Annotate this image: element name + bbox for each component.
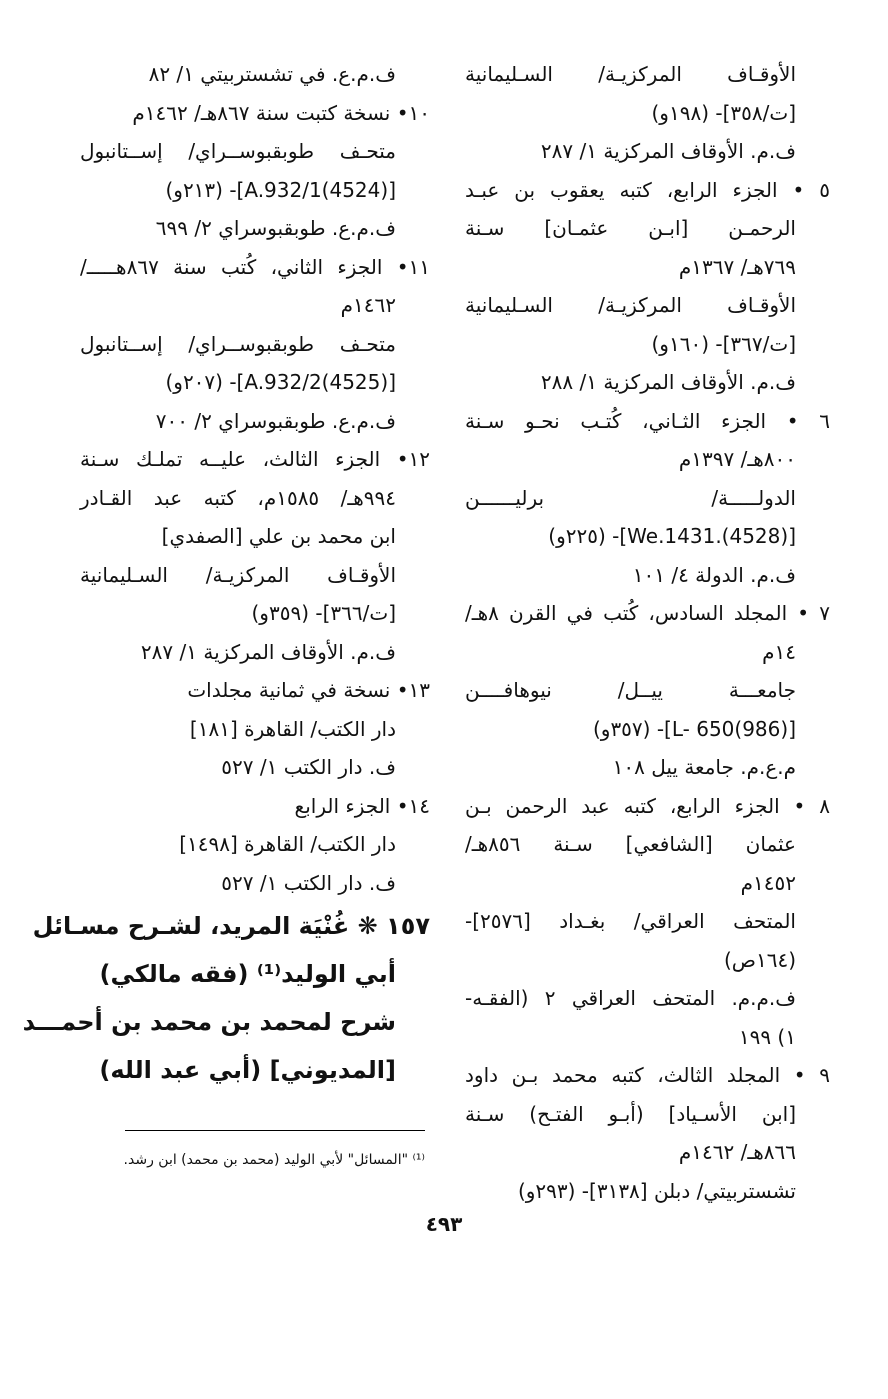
text-line: [ابن الأسـياد] (أبـو الفتـح) سـنة (465, 1101, 796, 1126)
text-line: ١٠• نسخة كتبت سنة ٨٦٧هـ/ ١٤٦٢م (132, 100, 430, 125)
text-line: ١١• الجزء الثاني، كُتب سنة ٨٦٧هـــــ/ (80, 254, 430, 279)
left-column (22, 55, 430, 1094)
right-column (465, 55, 830, 1210)
text-line: ١٤• الجزء الرابع (294, 793, 430, 818)
text-line: الأوقـاف المركزيـة/ السـليمانية (80, 562, 396, 587)
text-line: [We.1431.(4528)]- (٢٢٥و) (548, 524, 796, 548)
text-line: ٥ • الجزء الرابع، كتبه يعقوب بن عبـد (465, 177, 830, 202)
text-line: [ت/٣٦٦]- (٣٥٩و) (251, 601, 396, 625)
text-line: م.ع.م. جامعة ييل ١٠٨ (612, 755, 796, 779)
text-line: ٨ • الجزء الرابع، كتبه عبد الرحمن بـن (465, 793, 830, 818)
text-line: المتحف العراقي/ بغـداد [٢٥٧٦]- (465, 909, 796, 933)
text-line: ١٤٥٢م (740, 870, 796, 895)
text-line: دار الكتب/ القاهرة [١٤٩٨] (179, 832, 396, 856)
footnote: ⁽¹⁾ "المسائل" لأبي الوليد (محمد بن محمد) ابن رشد. (123, 1152, 425, 1168)
text-line: [L- 650(986)]- (٣٥٧و) (592, 716, 796, 741)
text-line: تشستربيتي/ دبلن [٣١٣٨]- (٢٩٣و) (517, 1178, 796, 1203)
text-line: [ت/٣٥٨]- (١٩٨و) (651, 100, 796, 125)
title-line: شرح لمحمد بن محمد بن أحمـــد (22, 1008, 396, 1036)
text-line: ف.م.م. المتحف العراقي ٢ (الفقـه- (465, 986, 797, 1010)
text-line: ٩٩٤هـ/ ١٥٨٥م، كتبه عبد القـادر (80, 485, 396, 510)
text-line: الأوقـاف المركزيـة/ السـليمانية (465, 62, 796, 86)
text-line: ابن محمد بن علي [الصفدي] (161, 524, 396, 548)
text-line: ٦ • الجزء الثـاني، كُتـب نحـو سـنة (465, 408, 830, 433)
text-line: ف.م.ع. في تشستربيتي ١/ ٨٢ (148, 62, 396, 86)
text-line: ١٣• نسخة في ثمانية مجلدات (187, 678, 430, 702)
text-line: عثمان [الشافعي] سـنة ٨٥٦هـ/ (465, 832, 796, 856)
page-number: ٤٩٣ (425, 1212, 463, 1236)
title-line: أبي الوليد⁽¹⁾ (فقه مالكي) (99, 960, 396, 988)
text-line: (١٦٤ص) (723, 947, 796, 972)
text-line: ٧٦٩هـ/ ١٣٦٧م (678, 254, 796, 279)
title-line: [المديوني] (أبي عبد الله) (99, 1056, 396, 1084)
text-line: ف.م. الأوقاف المركزية ١/ ٢٨٧ (540, 139, 796, 163)
text-line: جامعـــة ييــل/ نيوهافــــن (465, 678, 796, 702)
text-line: [A.932/2(4525)]- (٢٠٧و) (165, 370, 396, 394)
text-line: ٨٦٦هـ/ ١٤٦٢م (678, 1140, 796, 1164)
text-line: الأوقـاف المركزيـة/ السـليمانية (465, 293, 796, 317)
text-line: ٧ • المجلد السادس، كُتب في القرن ٨هـ/ (465, 601, 830, 625)
title-line: ١٥٧ ❋ غُنْيَة المريد، لشـرح مسـائل (32, 912, 430, 940)
text-line: ف.م. الدولة ٤/ ١٠١ (632, 562, 796, 587)
text-line: الدولـــــة/ برليــــــن (465, 485, 796, 510)
text-line: [ت/٣٦٧]- (١٦٠و) (651, 331, 796, 356)
text-line: ١٤٦٢م (340, 293, 396, 317)
text-line: ف.م.ع. طوبقبوسراي ٢/ ٦٩٩ (155, 216, 396, 240)
text-line: متحـف طوبقبوســراي/ إســتانبول (80, 331, 396, 356)
text-line: ٨٠٠هـ/ ١٣٩٧م (678, 447, 796, 471)
text-line: ف.م. الأوقاف المركزية ١/ ٢٨٨ (540, 370, 796, 394)
text-line: ف.م.ع. طوبقبوسراي ٢/ ٧٠٠ (155, 408, 396, 433)
text-line: متحـف طوبقبوســراي/ إســتانبول (80, 139, 396, 163)
text-line: ١٢• الجزء الثالث، عليــه تملـك سـنة (80, 447, 430, 471)
text-line: ف. دار الكتب ١/ ٥٢٧ (221, 755, 396, 779)
text-line: [A.932/1(4524)]- (٢١٣و) (165, 177, 396, 202)
text-line: ٩ • المجلد الثالث، كتبه محمد بـن داود (465, 1063, 830, 1087)
text-line: ف.م. الأوقاف المركزية ١/ ٢٨٧ (140, 639, 396, 664)
footnote-rule (125, 1130, 425, 1131)
text-line: دار الكتب/ القاهرة [١٨١] (189, 716, 396, 741)
text-line: ١٤م (762, 639, 796, 664)
text-line: ف. دار الكتب ١/ ٥٢٧ (221, 870, 396, 895)
text-line: ١) ١٩٩ (738, 1024, 796, 1049)
text-line: الرحمـن [ابـن عثمـان] سـنة (465, 216, 796, 240)
